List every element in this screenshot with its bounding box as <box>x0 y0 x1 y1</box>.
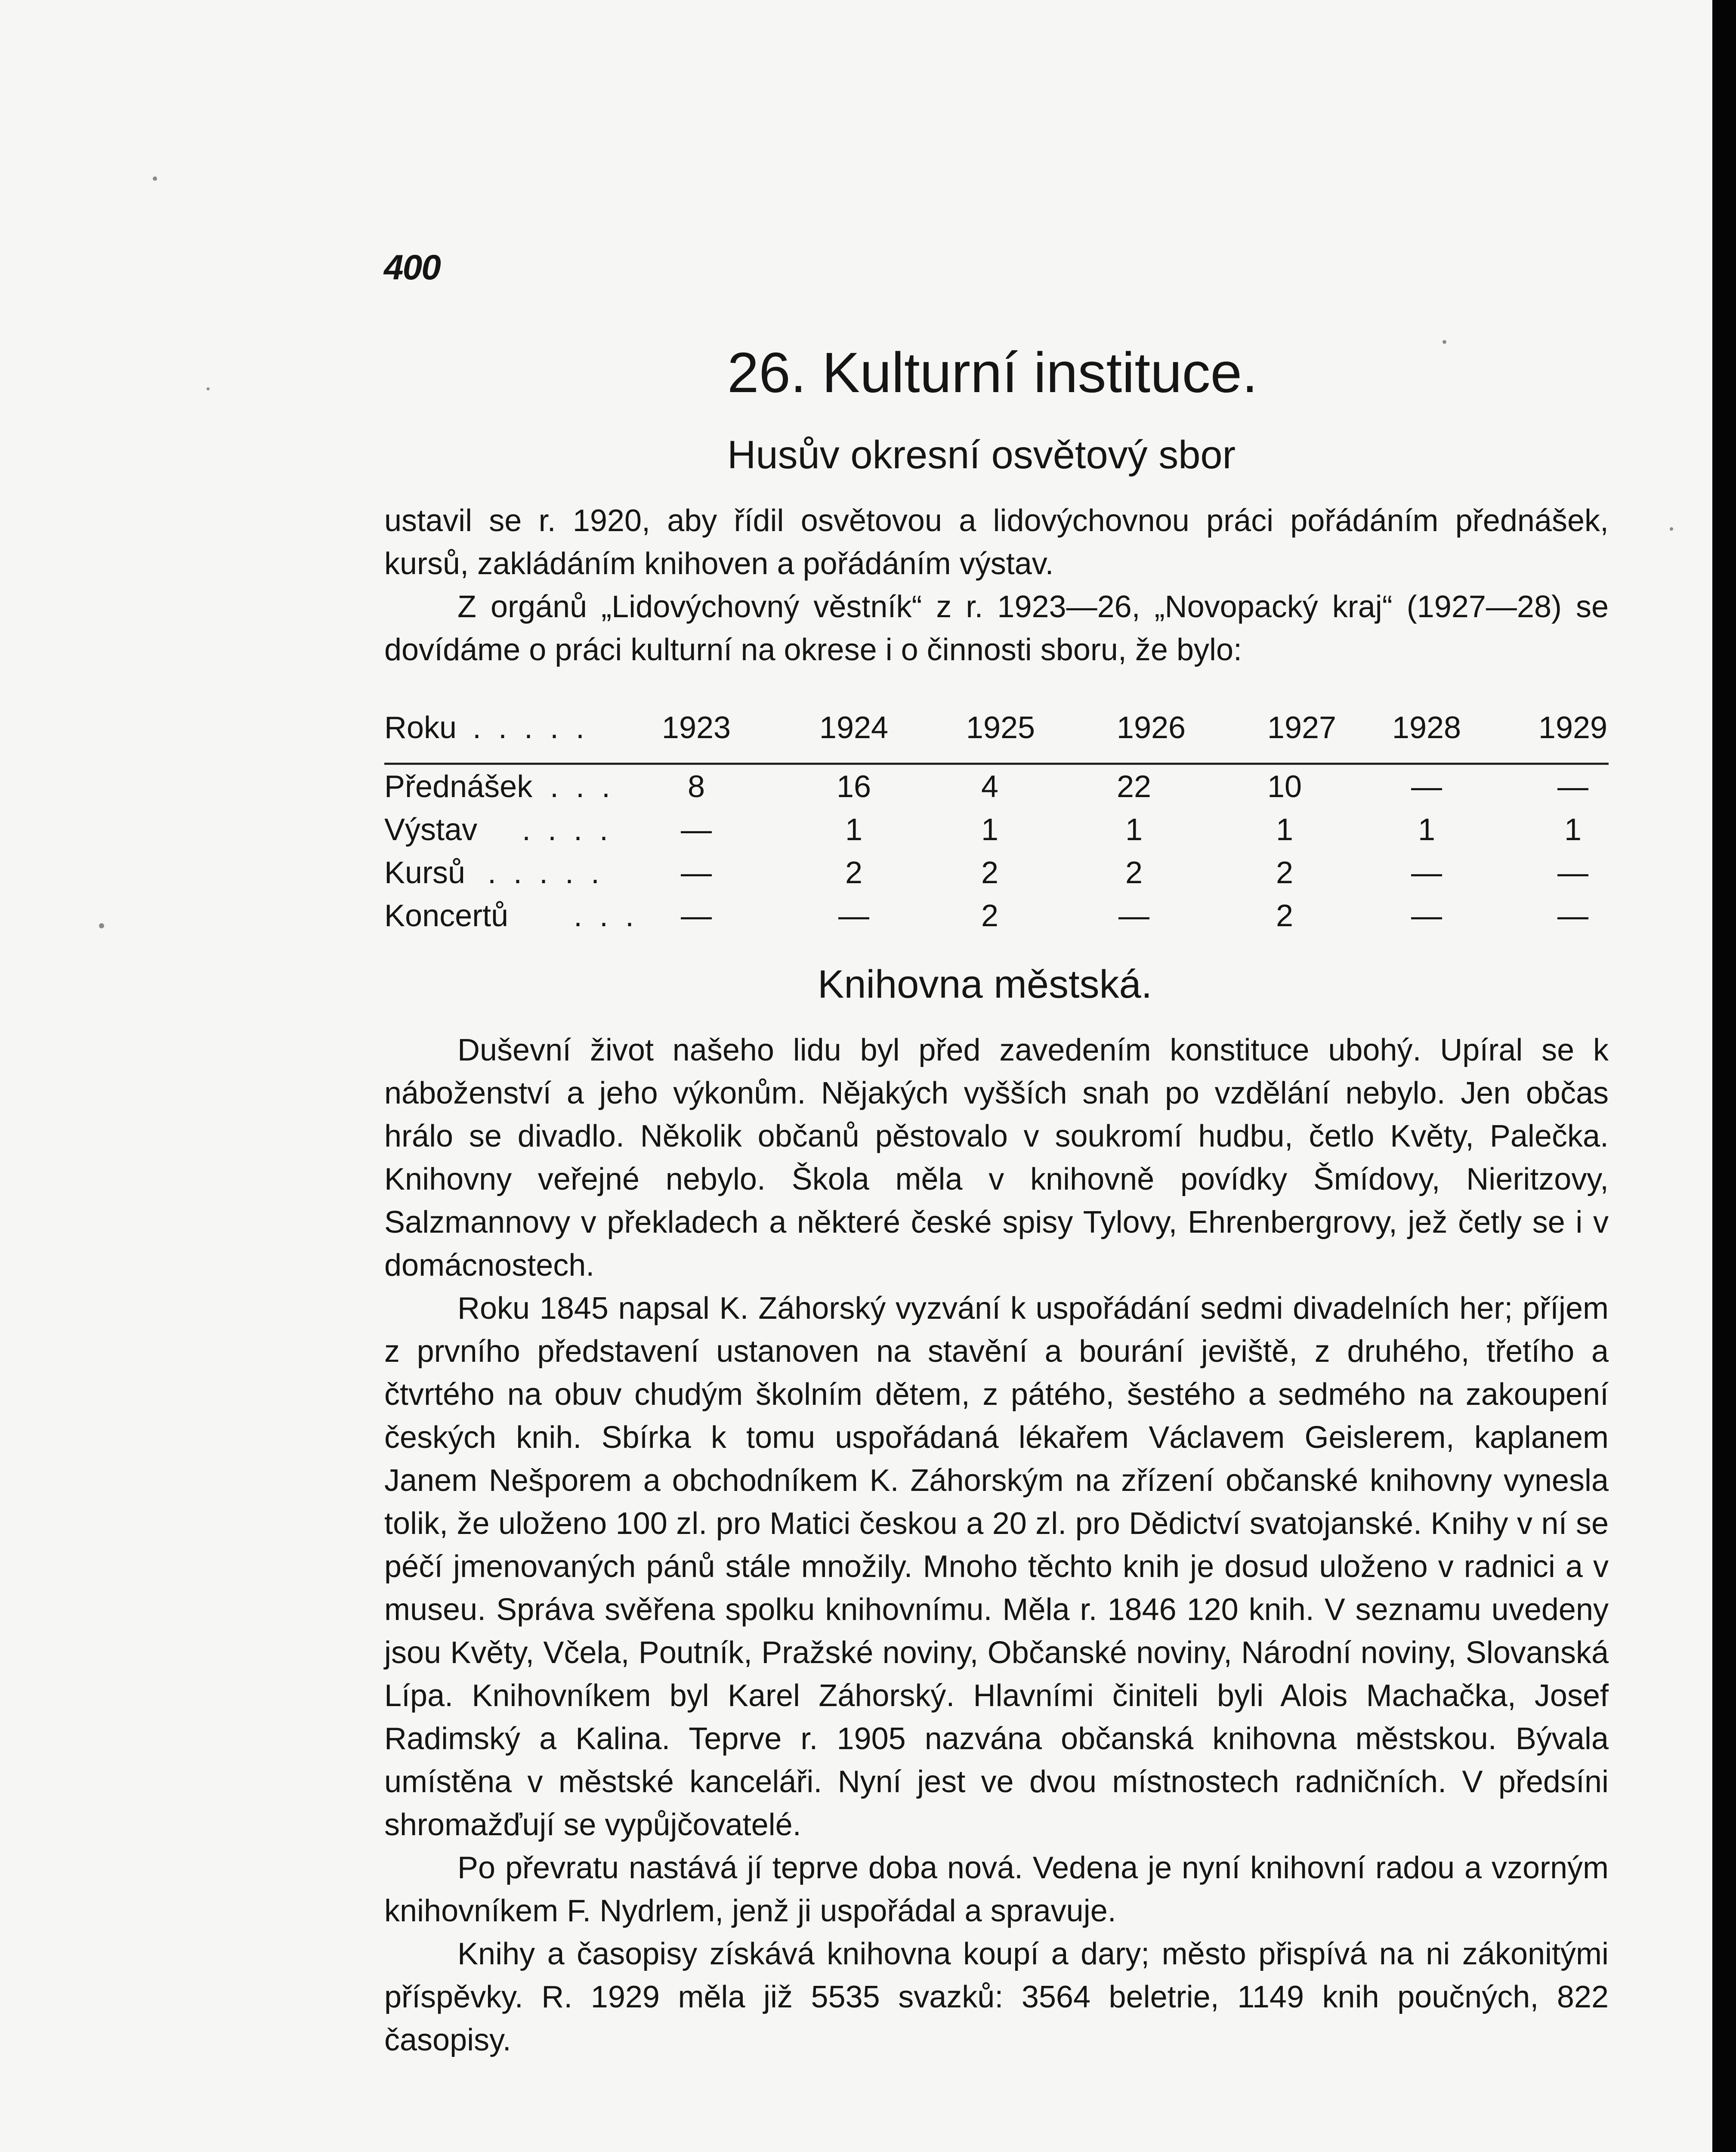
table-header-year: 1925 <box>966 711 1035 745</box>
table-cell: 2 <box>1276 899 1294 933</box>
leader-dots: . . . <box>550 770 615 804</box>
scan-speck <box>207 387 210 390</box>
table-cell: — <box>681 856 712 890</box>
table-header-year: 1926 <box>1116 711 1186 745</box>
table-cell: — <box>1411 770 1442 804</box>
table-cell: — <box>1557 899 1588 933</box>
table-header-label: Roku <box>384 711 457 745</box>
table-cell: — <box>838 899 869 933</box>
table-cell: 1 <box>1418 813 1436 847</box>
table-cell: 2 <box>845 856 863 890</box>
table-cell: — <box>681 813 712 847</box>
table-row <box>384 769 1609 812</box>
table-cell: — <box>1557 770 1588 804</box>
row-label: Výstav <box>384 813 478 847</box>
table-row <box>384 855 1609 898</box>
table-cell: 4 <box>981 770 999 804</box>
table-cell: 1 <box>981 813 999 847</box>
table-cell: — <box>1411 856 1442 890</box>
section-1-text <box>384 499 1609 671</box>
paragraph: Duševní život našeho lidu byl před zavedením konstituce ubohý. Upíral se k náboženství a jeho výkonům. Nějakých vyšších snah po vzdělání nebylo. Jen občas hrálo se divadlo. Několik občanů pěstovalo v soukromí hudbu, četlo Květy, Palečka. Knihovny veřejné nebylo. Škola měla v knihovně povídky Šmídovy, Nieritzovy, Salzmannovy v překladech a některé české spisy Tylovy, Ehrenbergrovy, jež četly se i v domácnostech. <box>384 1033 1609 1283</box>
page-number: 400 <box>384 248 440 287</box>
table-cell: — <box>681 899 712 933</box>
chapter-title: 26. Kulturní instituce. <box>727 341 1258 404</box>
scan-speck <box>1670 527 1673 531</box>
table-cell: — <box>1118 899 1149 933</box>
table-cell: 2 <box>1276 856 1294 890</box>
paragraph: Po převratu nastává jí teprve doba nová. Vedena je nyní knihovní radou a vzorným knihovníkem F. Nydrlem, jenž ji uspořádal a spravuje. <box>384 1851 1609 1928</box>
table-cell: 2 <box>981 899 999 933</box>
table-cell: — <box>1557 856 1588 890</box>
scan-speck <box>1443 340 1446 344</box>
paragraph: Roku 1845 napsal K. Záhorský vyzvání k uspořádání sedmi divadelních her; příjem z prvního představení ustanoven na stavění a bourání jeviště, z druhého, třetího a čtvrtého na obuv chudým školním dětem, z pátého, šestého a sedmého na zakoupení českých knih. Sbírka k tomu uspořádaná lékařem Václavem Geislerem, kaplanem Janem Nešporem a obchodníkem K. Záhorským na zřízení občanské knihovny vynesla tolik, že uloženo 100 zl. pro Matici českou a 20 zl. pro Dědictví svatojanské. Knihy v ní se péčí jmenovaných pánů stále množily. Mnoho těchto knih je dosud uloženo v radnici a v museu. Správa svěřena spolku knihovnímu. Měla r. 1846 120 knih. V seznamu uvedeny jsou Květy, Včela, Poutník, Pražské noviny, Občanské noviny, Národní noviny, Slovanská Lípa. Knihovníkem byl Karel Záhorský. Hlavními činiteli byli Alois Machačka, Josef Radimský a Kalina. Teprve r. 1905 nazvána občanská knihovna městskou. Bývala umístěna v městské kanceláři. Nyní jest ve dvou místnostech radničních. V předsíni shromažďují se vypůjčovatelé. <box>384 1291 1609 1842</box>
table-cell: 8 <box>687 770 705 804</box>
table-header-year: 1928 <box>1392 711 1461 745</box>
section-heading-knihovna: Knihovna městská. <box>818 962 1152 1006</box>
table-cell: 16 <box>836 770 871 804</box>
table-row <box>384 812 1609 855</box>
paragraph: ustavil se r. 1920, aby řídil osvětovou a lidovýchovnou práci pořádáním přednášek, kursů, zakládáním knihoven a pořádáním výstav. <box>384 504 1609 581</box>
activity-table <box>384 710 1609 941</box>
table-cell: 2 <box>1125 856 1143 890</box>
section-2-text <box>384 1029 1609 2062</box>
row-label: Koncertů <box>384 899 509 933</box>
paragraph: Z orgánů „Lidovýchovný věstník“ z r. 1923—26, „Novopacký kraj“ (1927—28) se dovídáme o práci kulturní na okrese i o činnosti sboru, že bylo: <box>384 590 1609 667</box>
table-cell: 1 <box>845 813 863 847</box>
paragraph: Knihy a časopisy získává knihovna koupí a dary; město přispívá na ni zákonitými příspěvky. R. 1929 měla již 5535 svazků: 3564 beletrie, 1149 knih poučných, 822 časopisy. <box>384 1937 1609 2057</box>
table-header-year: 1923 <box>661 711 731 745</box>
table-header-year: 1924 <box>819 711 889 745</box>
leader-dots: . . . . . <box>488 856 604 890</box>
table-header-year: 1927 <box>1267 711 1337 745</box>
leader-dots: . . . <box>574 899 639 933</box>
row-label: Přednášek <box>384 770 533 804</box>
table-cell: 1 <box>1276 813 1294 847</box>
scan-speck <box>99 923 104 928</box>
table-cell: 1 <box>1564 813 1582 847</box>
section-heading-osvetovy-sbor: Husův okresní osvětový sbor <box>727 433 1236 477</box>
table-row <box>384 898 1609 941</box>
table-cell: 22 <box>1116 770 1152 804</box>
table-cell: 2 <box>981 856 999 890</box>
table-header-row <box>384 710 1609 765</box>
scan-border-right <box>1712 0 1736 2152</box>
leader-dots: . . . . . <box>473 711 589 745</box>
row-label: Kursů <box>384 856 466 890</box>
table-cell: 10 <box>1267 770 1302 804</box>
scan-speck <box>153 176 157 181</box>
table-cell: 1 <box>1125 813 1143 847</box>
table-header-year: 1929 <box>1538 711 1608 745</box>
table-cell: — <box>1411 899 1442 933</box>
leader-dots: . . . . <box>522 813 613 847</box>
